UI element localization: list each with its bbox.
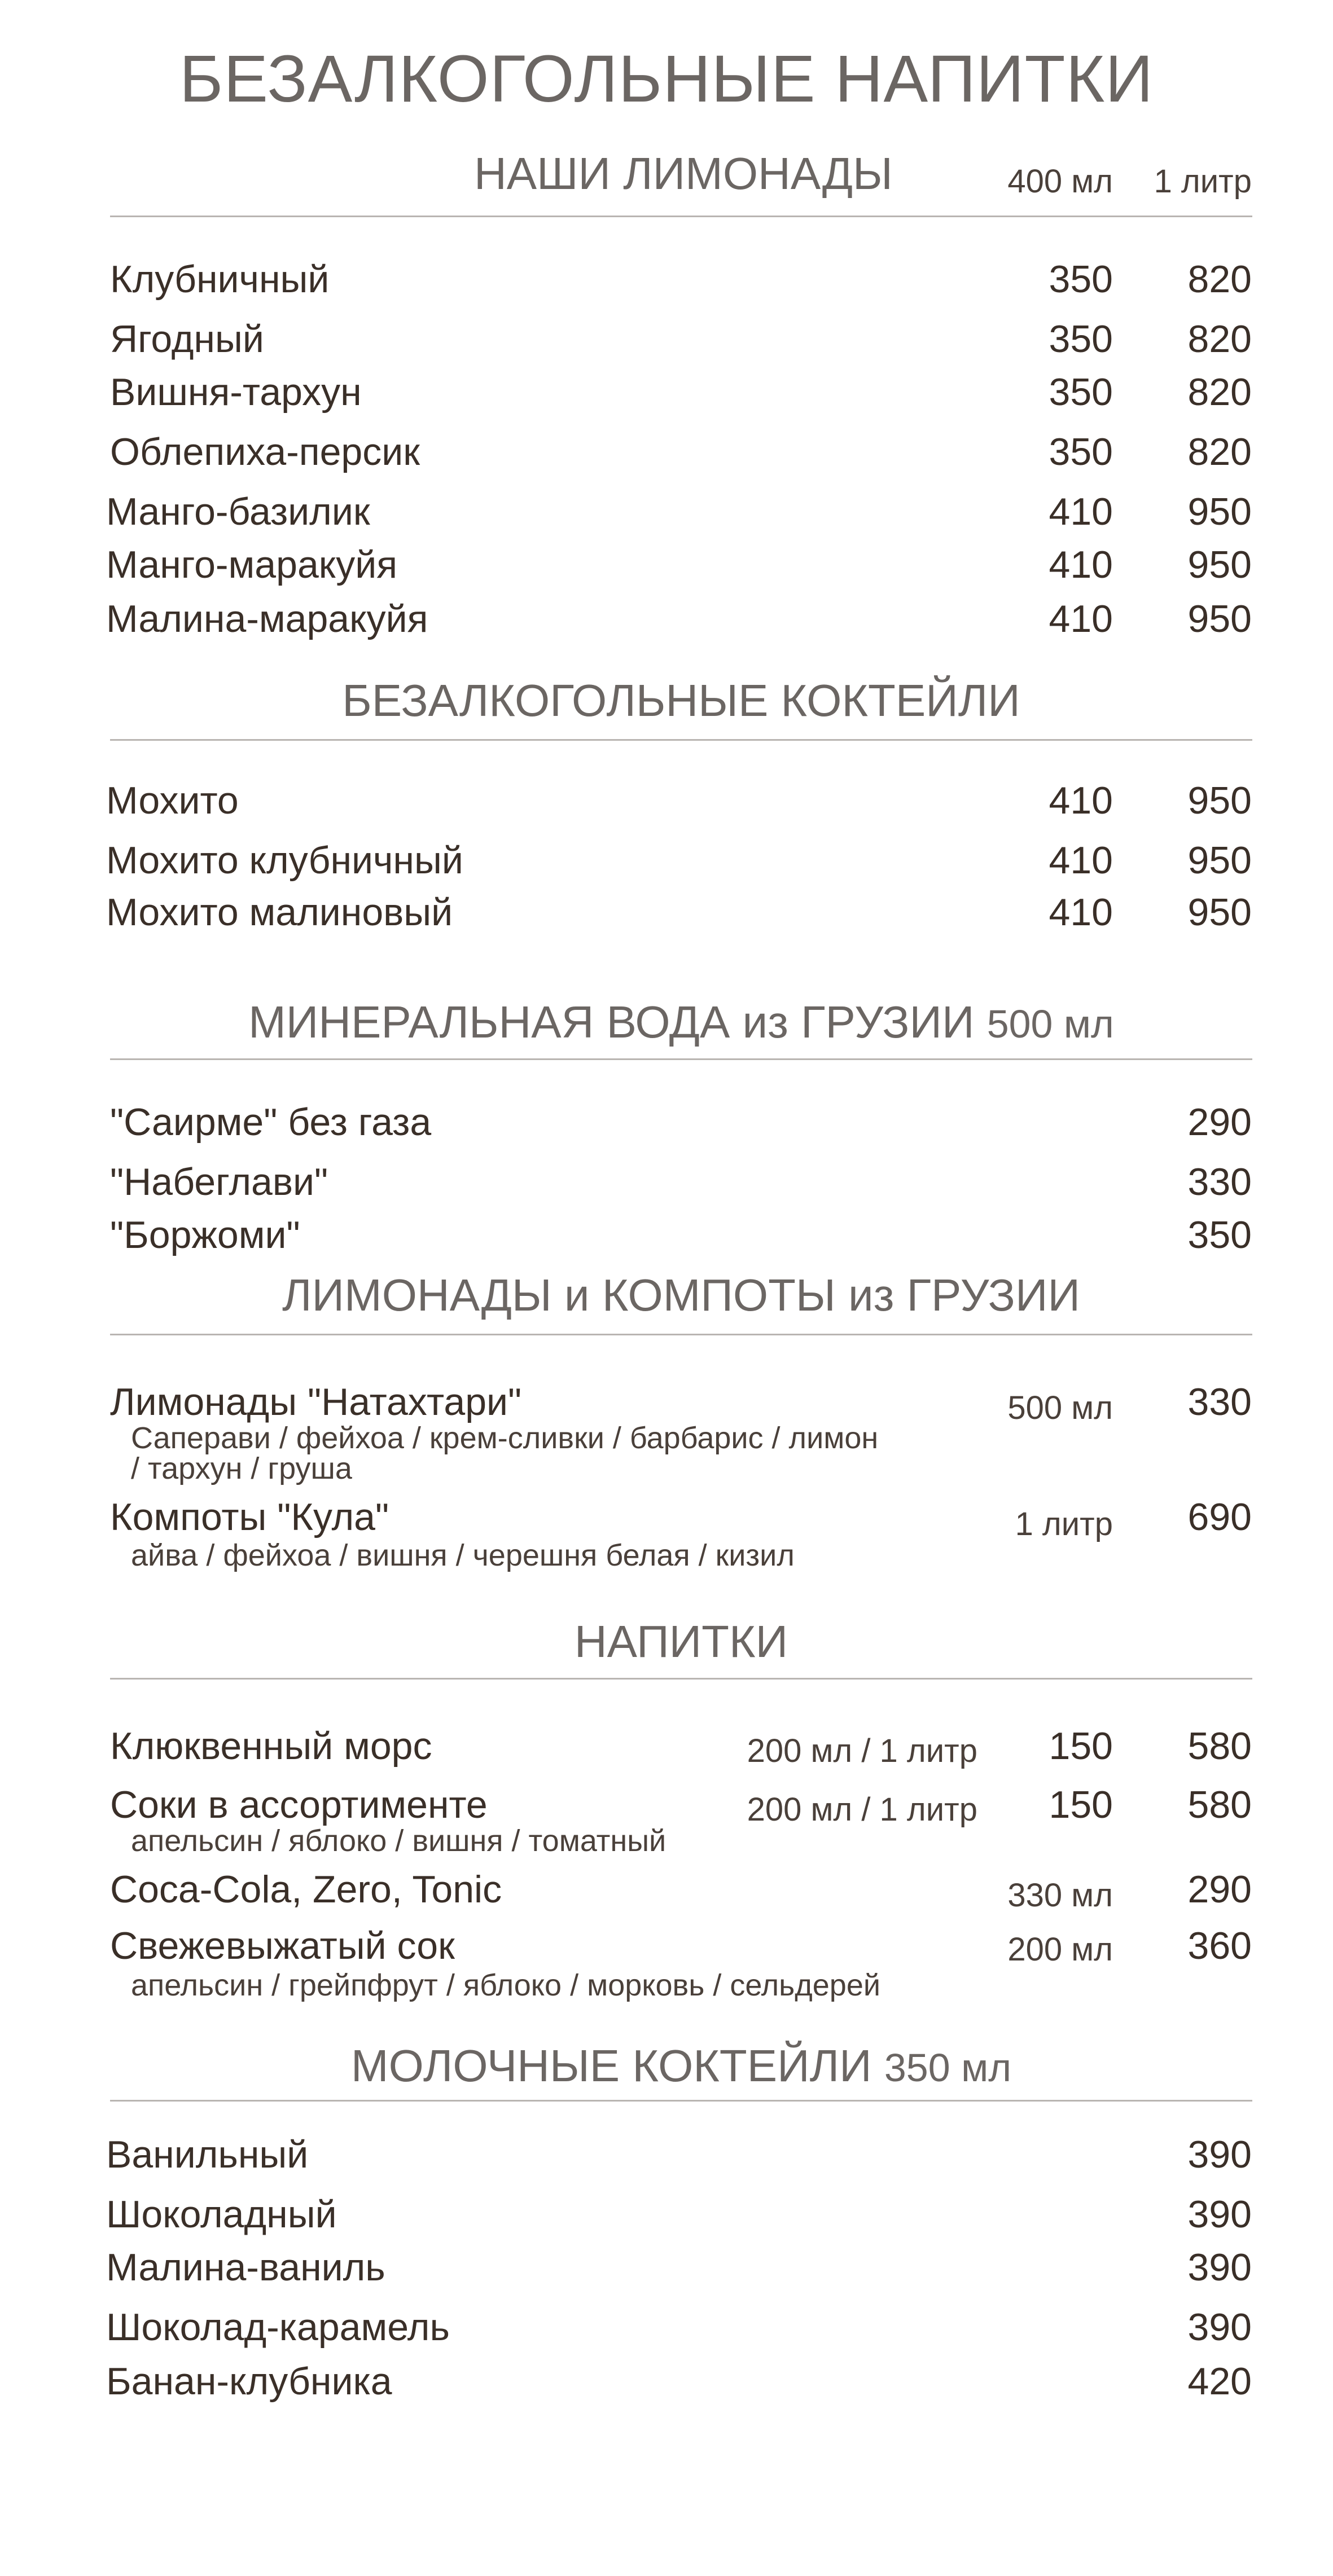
item-price-400ml: 350	[1049, 318, 1113, 361]
item-price: 390	[1187, 2306, 1252, 2349]
item-name: Мохито	[106, 779, 239, 822]
item-name: "Набеглави"	[110, 1160, 328, 1203]
item-price: 420	[1187, 2360, 1252, 2403]
item-description: апельсин / грейпфрут / яблоко / морковь / сельдерей	[131, 1968, 881, 2002]
item-price: 350	[1187, 1214, 1252, 1256]
item-price-400ml: 410	[1049, 597, 1113, 640]
item-price: 390	[1187, 2133, 1252, 2176]
item-description: / тархун / груша	[131, 1452, 352, 1485]
section-divider	[110, 216, 1252, 217]
item-name: Лимонады "Натахтари"	[110, 1381, 522, 1423]
item-price-1l: 950	[1187, 490, 1252, 533]
item-name: Клубничный	[110, 258, 330, 301]
item-name: Соки в ассортименте	[110, 1783, 488, 1826]
heading-volume: 350 мл	[884, 2046, 1012, 2090]
item-name: Малина-ваниль	[106, 2246, 385, 2289]
section-divider	[110, 1678, 1252, 1680]
item-name: Мохито малиновый	[106, 891, 453, 934]
column-header-1l: 1 литр	[1154, 163, 1252, 200]
item-price: 690	[1187, 1496, 1252, 1538]
item-price-1l: 820	[1187, 258, 1252, 301]
item-volume: 200 мл / 1 литр	[747, 1791, 977, 1828]
page-title: БЕЗАЛКОГОЛЬНЫЕ НАПИТКИ	[179, 42, 1154, 116]
item-price-400ml: 410	[1049, 779, 1113, 822]
item-price-small: 150	[1049, 1725, 1113, 1768]
heading-text: МИНЕРАЛЬНАЯ ВОДА из ГРУЗИИ	[248, 997, 975, 1047]
item-name: Шоколад-карамель	[106, 2306, 450, 2349]
item-name: Coca-Cola, Zero, Tonic	[110, 1868, 502, 1911]
section-divider	[110, 2100, 1252, 2102]
item-volume: 330 мл	[1007, 1877, 1113, 1914]
section-divider	[110, 1058, 1252, 1060]
item-price-1l: 820	[1187, 430, 1252, 473]
item-volume: 200 мл	[1007, 1931, 1113, 1968]
item-name: Ягодный	[110, 318, 264, 361]
item-price-400ml: 410	[1049, 839, 1113, 882]
item-price-1l: 950	[1187, 839, 1252, 882]
item-description: айва / фейхоа / вишня / черешня белая / кизил	[131, 1538, 795, 1572]
item-name: Банан-клубника	[106, 2360, 392, 2403]
item-price-1l: 950	[1187, 779, 1252, 822]
item-price: 360	[1187, 1924, 1252, 1967]
item-name: Вишня-тархун	[110, 371, 362, 414]
item-name: "Боржоми"	[110, 1214, 300, 1256]
section-heading-milkshakes	[110, 2040, 1252, 2092]
section-heading-mineral-water	[110, 996, 1252, 1048]
item-price: 330	[1187, 1381, 1252, 1423]
item-name: Компоты "Кула"	[110, 1496, 389, 1538]
item-price-small: 150	[1049, 1783, 1113, 1826]
item-name: Свежевыжатый сок	[110, 1924, 455, 1967]
item-price-1l: 820	[1187, 318, 1252, 361]
item-volume: 1 литр	[1015, 1506, 1113, 1542]
item-price-1l: 950	[1187, 891, 1252, 934]
heading-text: МОЛОЧНЫЕ КОКТЕЙЛИ	[350, 2041, 872, 2091]
item-price-large: 580	[1187, 1783, 1252, 1826]
item-description: апельсин / яблоко / вишня / томатный	[131, 1824, 666, 1858]
item-price: 330	[1187, 1160, 1252, 1203]
item-price-large: 580	[1187, 1725, 1252, 1768]
item-name: Манго-маракуйя	[106, 543, 398, 586]
item-price-400ml: 410	[1049, 490, 1113, 533]
item-name: Облепиха-персик	[110, 430, 420, 473]
item-name: Шоколадный	[106, 2193, 337, 2236]
item-name: Ванильный	[106, 2133, 309, 2176]
item-price: 390	[1187, 2193, 1252, 2236]
item-price-400ml: 350	[1049, 430, 1113, 473]
item-price-400ml: 350	[1049, 371, 1113, 414]
item-name: Мохито клубничный	[106, 839, 463, 882]
item-price: 390	[1187, 2246, 1252, 2289]
item-price-400ml: 410	[1049, 543, 1113, 586]
section-heading-drinks: НАПИТКИ	[574, 1616, 788, 1667]
item-price: 290	[1187, 1101, 1252, 1144]
item-price-1l: 820	[1187, 371, 1252, 414]
item-description: Саперави / фейхоа / крем-сливки / барбарис / лимон	[131, 1421, 879, 1455]
item-volume: 200 мл / 1 литр	[747, 1733, 977, 1769]
column-header-400ml: 400 мл	[1007, 163, 1113, 200]
item-price-400ml: 410	[1049, 891, 1113, 934]
item-name: Малина-маракуйя	[106, 597, 428, 640]
item-price-400ml: 350	[1049, 258, 1113, 301]
section-heading-georgian: ЛИМОНАДЫ и КОМПОТЫ из ГРУЗИИ	[282, 1270, 1080, 1320]
section-divider	[110, 1334, 1252, 1335]
item-price-1l: 950	[1187, 597, 1252, 640]
item-volume: 500 мл	[1007, 1390, 1113, 1426]
section-heading-cocktails: БЕЗАЛКОГОЛЬНЫЕ КОКТЕЙЛИ	[342, 675, 1020, 726]
section-heading-lemonades: НАШИ ЛИМОНАДЫ	[474, 148, 893, 199]
section-divider	[110, 739, 1252, 741]
item-price-1l: 950	[1187, 543, 1252, 586]
heading-volume: 500 мл	[986, 1002, 1114, 1046]
item-name: "Саирме" без газа	[110, 1101, 432, 1144]
item-name: Манго-базилик	[106, 490, 370, 533]
item-name: Клюквенный морс	[110, 1725, 432, 1768]
item-price: 290	[1187, 1868, 1252, 1911]
